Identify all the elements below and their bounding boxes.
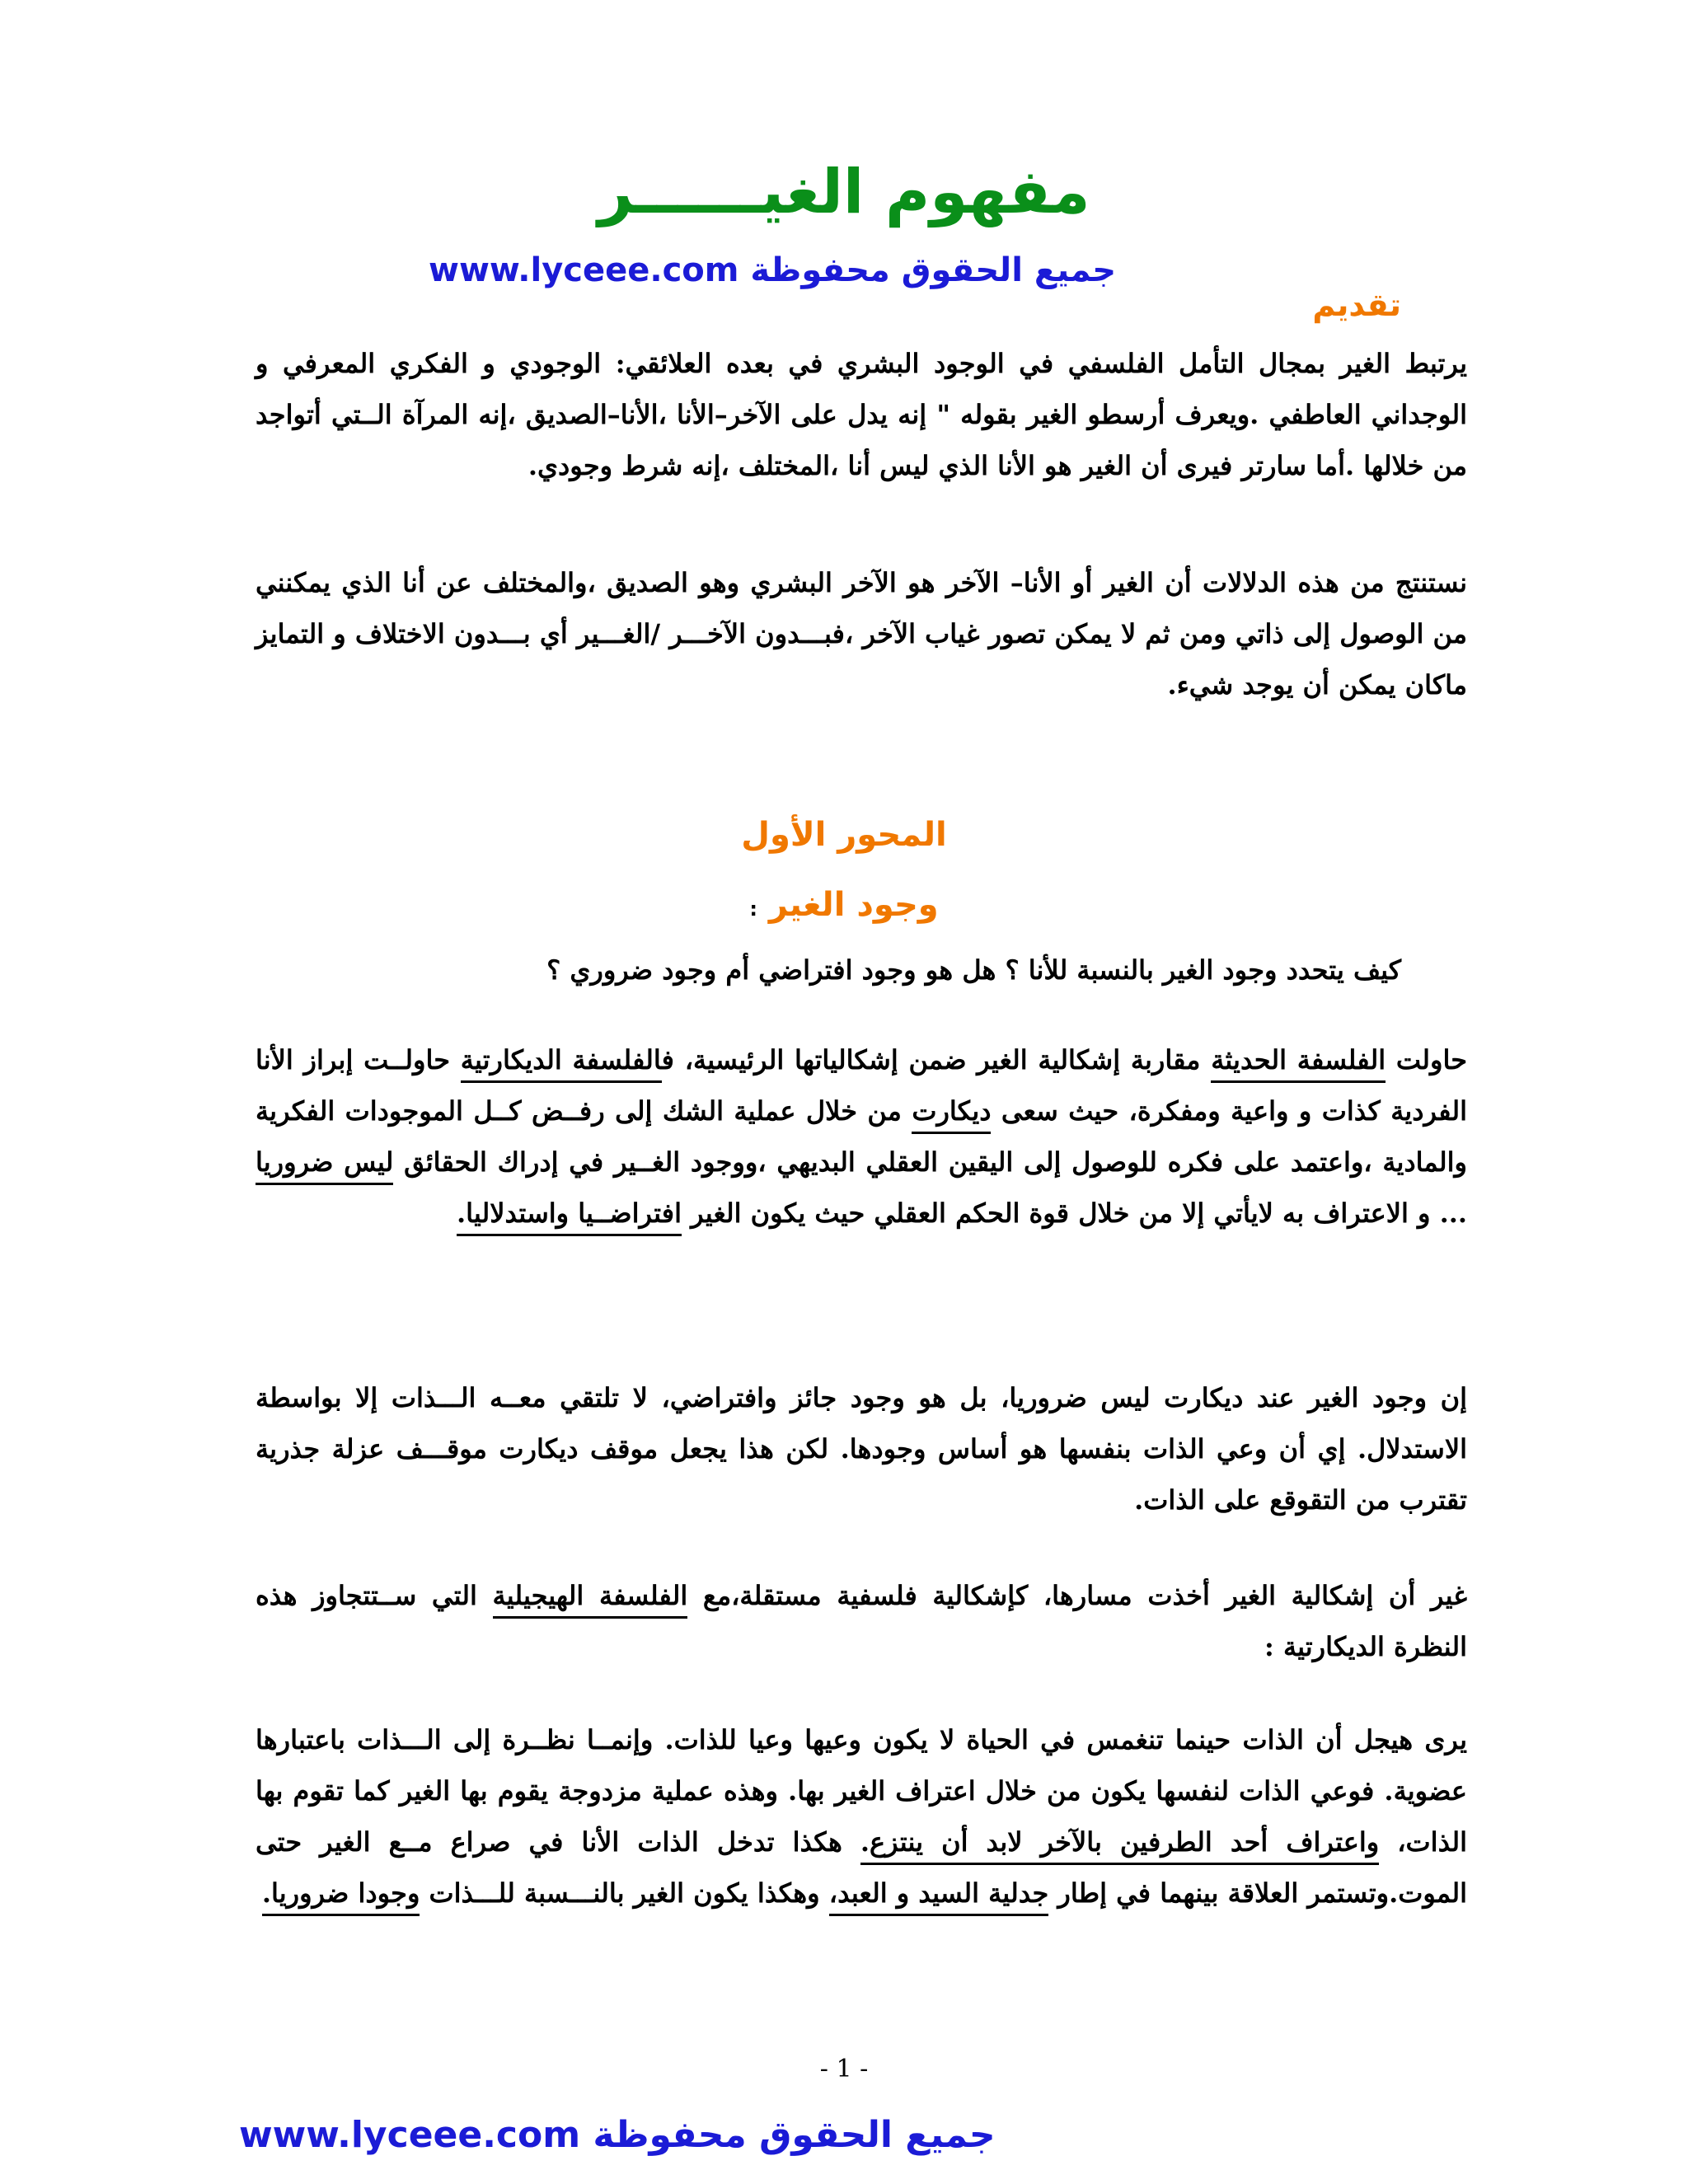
body-paragraph-4: يرى هيجل أن الذات حينما تنغمس في الحياة لا يكون وعيها وعيا للذات. وإنمــا نظــرة إلى الـــذات باعتبارها عضوية. فوعي الذات لنفسها يكون من خلال اعتراف الغير بها. وهذه عملية مزدوجة يقوم بها الغير كما تقوم بها الذات، واعتراف أحد الطرفين بالآخر لابد أن ينتزع. هكذا تدخل الذات الأنا في صراع مــع الغير حتى الموت.وتستمر العلاقة بينهما في إطار جدلية السيد و العبد، وهكذا يكون الغير بالنـــسبة للـــذات وجودا ضروريا. xyxy=(256,1714,1467,1919)
underlined-term: واعتراف أحد الطرفين بالآخر لابد أن ينتزع. xyxy=(860,1826,1379,1865)
axis-subtitle-row xyxy=(0,886,1688,924)
intro-paragraph-2: نستنتج من هذه الدلالات أن الغير أو الأنا– الآخر هو الآخر البشري وهو الصديق ،والمختلف عن أنا الذي يمكنني من الوصول إلى ذاتي ومن ثم لا يمكن تصور غياب الآخر ،فبـــدون الآخـــر /الغـــير أي بـــدون الاختلاف و التمايز ماكان يمكن أن يوجد شيء. xyxy=(256,567,1468,701)
copyright-header xyxy=(429,251,1116,289)
page-number: - 1 - xyxy=(819,2055,869,2083)
axis-subtitle: وجود الغير xyxy=(768,886,939,924)
axis-colon: : xyxy=(749,898,757,921)
underlined-term: الفلسفة الديكارتية xyxy=(461,1044,662,1083)
underlined-term: ديكارت xyxy=(912,1095,991,1134)
body-paragraph-1: حاولت الفلسفة الحديثة مقاربة إشكالية الغير ضمن إشكالياتها الرئيسية، فالفلسفة الديكارتية حاولــت إبراز الأنا الفردية كذات و واعية ومفكرة، حيث سعى ديكارت من خلال عملية الشك إلى رفــض كــل الموجودات الفكرية والمادية ،واعتمد على فكره للوصول إلى اليقين العقلي البديهي ،ووجود الغــير في إدراك الحقائق ليس ضروريا ... و الاعتراف به لايأتي إلا من خلال قوة الحكم العقلي حيث يكون الغير افتراضــيا واستدلاليا. xyxy=(256,1034,1467,1239)
underlined-term: الفلسفة الهيجيلية xyxy=(493,1580,688,1619)
intro-heading: تقديم xyxy=(1312,287,1401,323)
footer-rights-text: جميع الحقوق محفوظة xyxy=(593,2114,996,2156)
underlined-term: وجودا ضروريا. xyxy=(262,1877,420,1916)
page-title: مفهوم الغيــــــر xyxy=(598,157,1090,227)
axis-question: كيف يتحدد وجود الغير بالنسبة للأنا ؟ هل هو وجود افتراضي أم وجود ضروري ؟ xyxy=(546,954,1401,986)
axis-title: المحور الأول xyxy=(741,816,947,854)
underlined-term: جدلية السيد و العبد، xyxy=(829,1877,1049,1916)
underlined-term: افتراضــيا واستدلاليا. xyxy=(457,1197,682,1236)
underlined-term: الفلسفة الحديثة xyxy=(1211,1044,1386,1083)
footer-site-url[interactable]: www.lyceee.com xyxy=(239,2114,581,2156)
copyright-footer xyxy=(239,2114,996,2156)
body-paragraph-3: غير أن إشكالية الغير أخذت مسارها، كإشكالية فلسفية مستقلة،مع الفلسفة الهيجيلية التي ســتتجاوز هذه النظرة الديكارتية : xyxy=(256,1580,1468,1662)
rights-text: جميع الحقوق محفوظة xyxy=(750,251,1117,289)
body-paragraph-2: إن وجود الغير عند ديكارت ليس ضروريا، بل هو وجود جائز وافتراضي، لا تلتقي معــه الـــذات إلا بواسطة الاستدلال. إي أن وعي الذات بنفسها هو أساس وجودها. لكن هذا يجعل موقف ديكارت موقـــف عزلة جذرية تقترب من التقوقع على الذات. xyxy=(256,1382,1467,1516)
intro-paragraph-1: يرتبط الغير بمجال التأمل الفلسفي في الوجود البشري في بعده العلائقي: الوجودي و الفكري المعرفي و الوجداني العاطفي .ويعرف أرسطو الغير بقوله " إنه يدل على الآخر–الأنا ،الأنا–الصديق ،إنه المرآة الــتي أتواجد من خلالها .أما سارتر فيرى أن الغير هو الأنا الذي ليس أنا ،المختلف ،إنه شرط وجودي. xyxy=(256,348,1467,481)
site-url[interactable]: www.lyceee.com xyxy=(429,251,739,289)
underlined-term: ليس ضروريا xyxy=(256,1146,393,1185)
